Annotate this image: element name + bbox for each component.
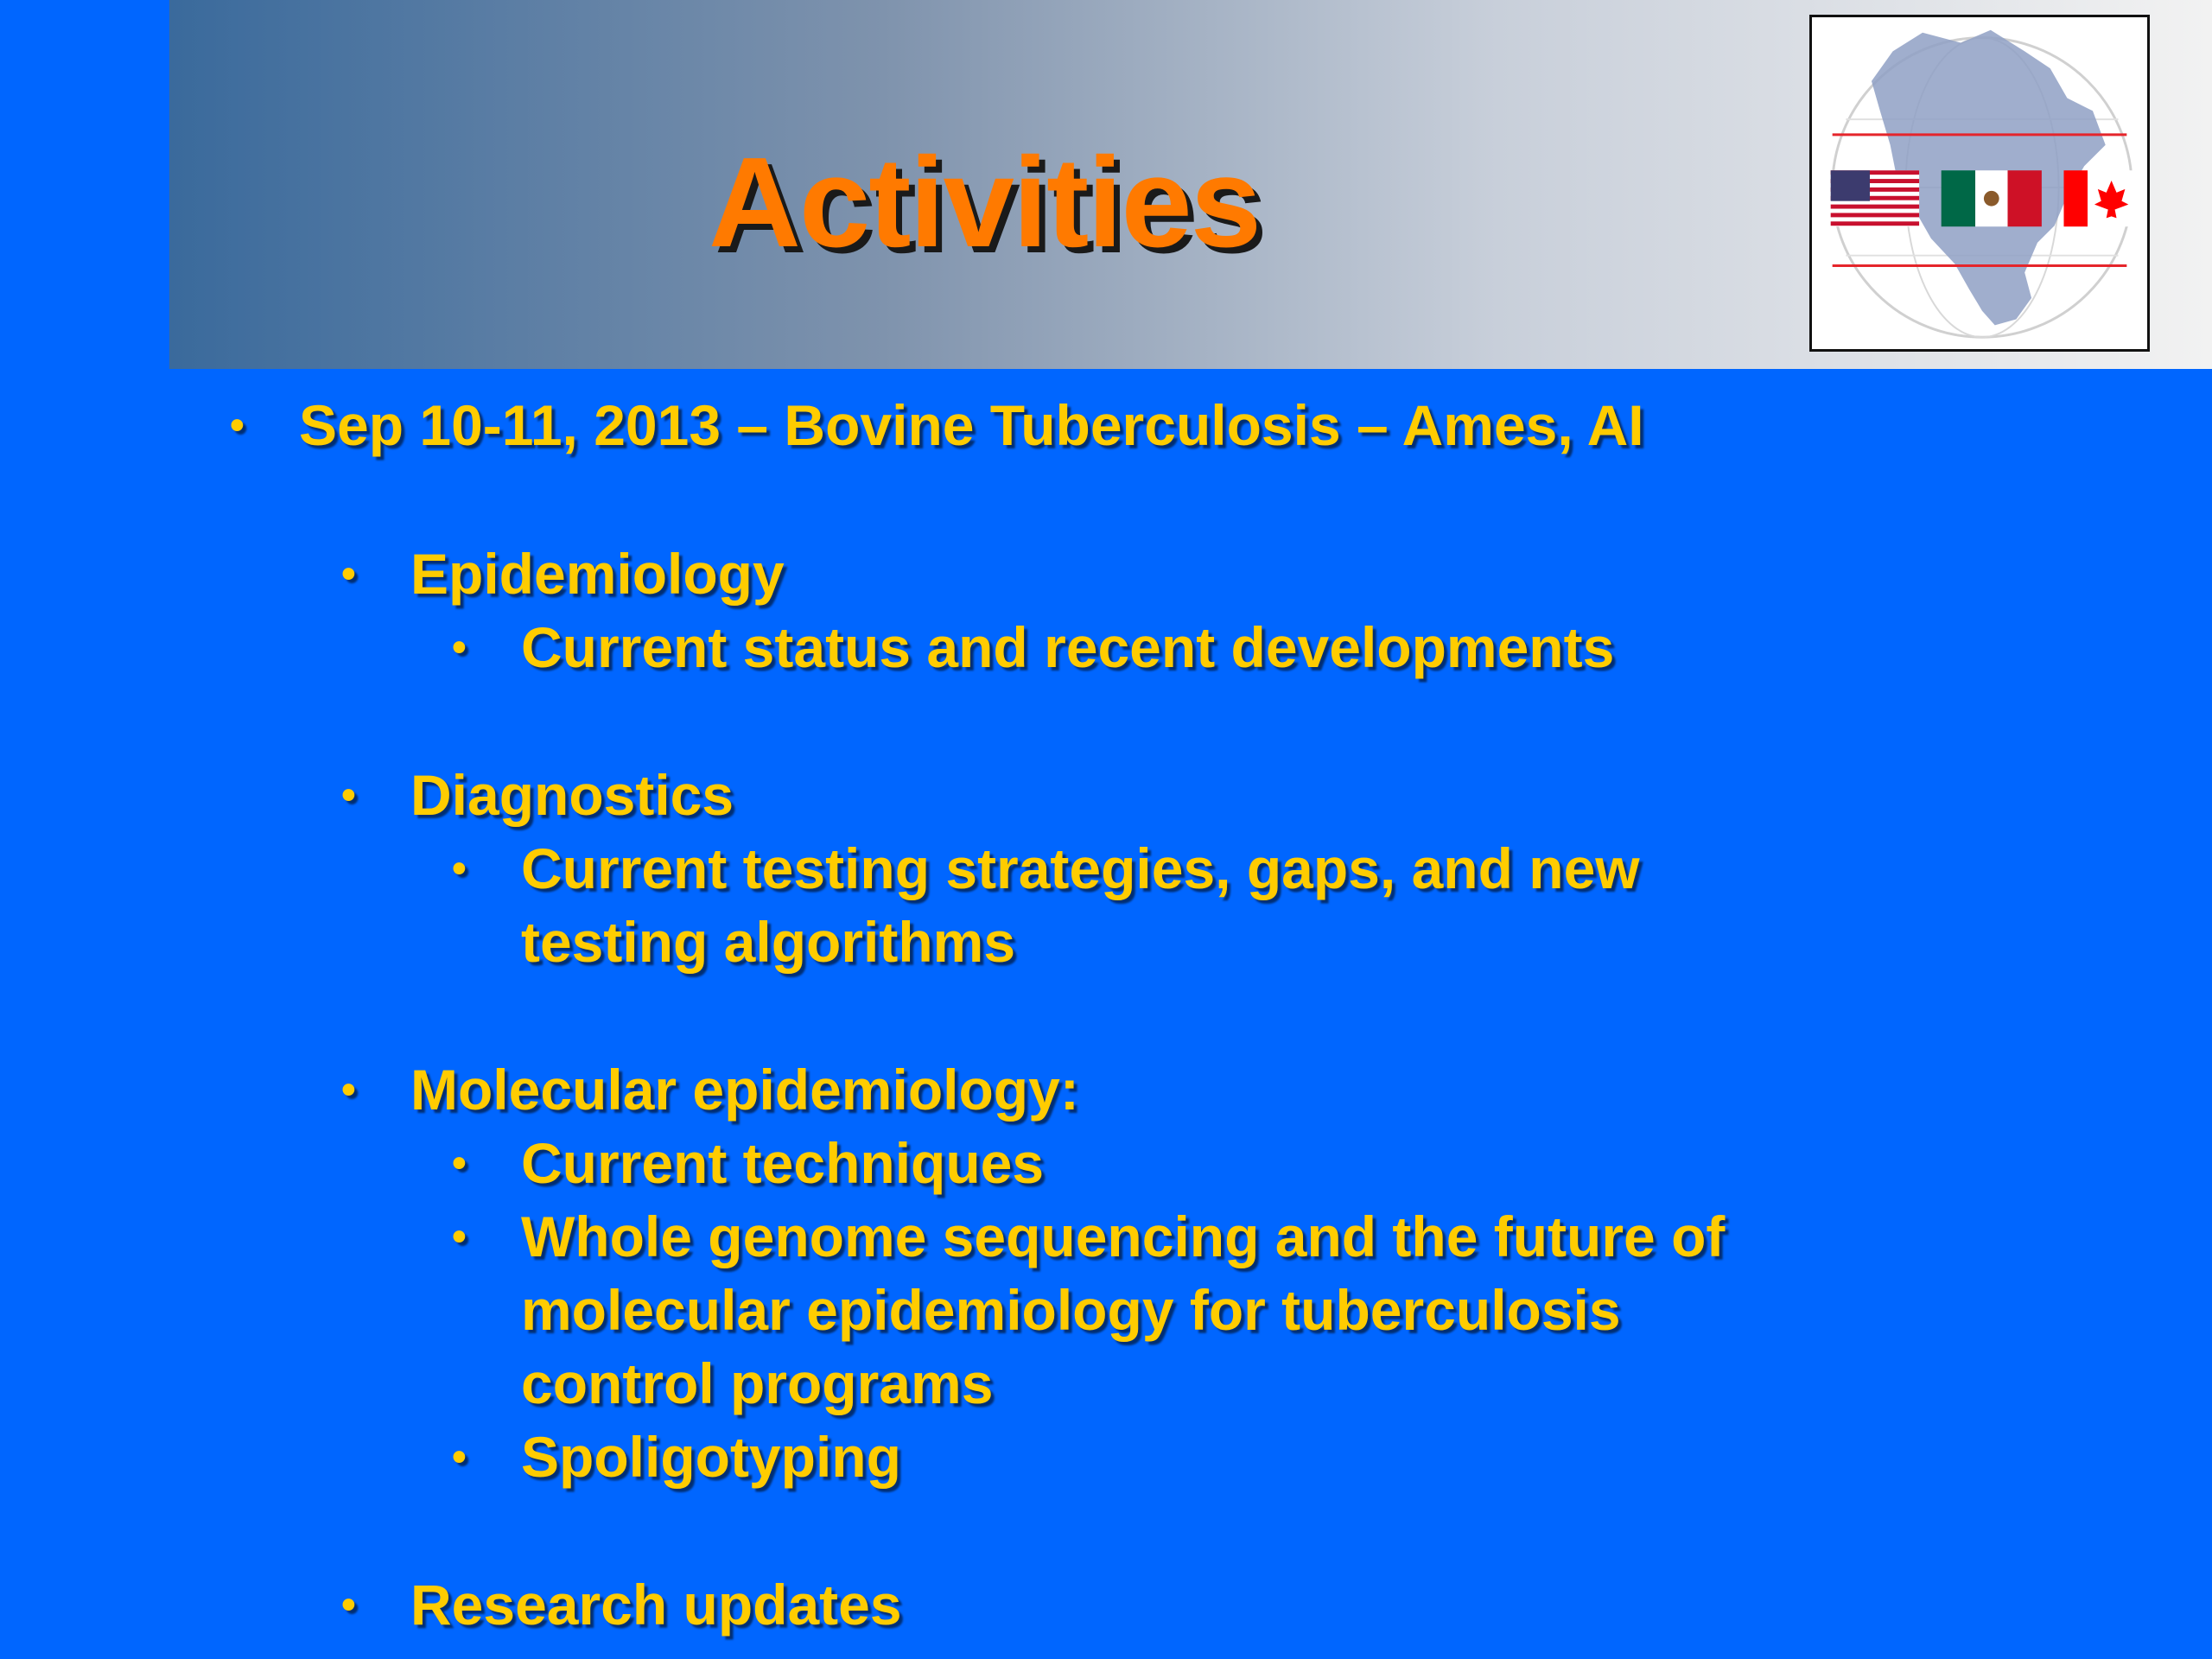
bullet-dot: • bbox=[452, 625, 467, 671]
list-item-text: Epidemiology bbox=[410, 542, 785, 606]
bullet-dot: • bbox=[341, 772, 356, 818]
list-item-text: testing algorithms bbox=[521, 910, 1016, 974]
bullet-dot: • bbox=[230, 403, 245, 448]
bullet-dot: • bbox=[341, 1067, 356, 1113]
list-item-text: molecular epidemiology for tuberculosis bbox=[521, 1278, 1621, 1342]
list-item-text: Current status and recent developments bbox=[521, 615, 1615, 679]
bullet-dot: • bbox=[452, 1214, 467, 1260]
bullet-dot: • bbox=[341, 1582, 356, 1628]
list-item-text: Current techniques bbox=[521, 1131, 1045, 1195]
list-item-text: control programs bbox=[521, 1351, 994, 1415]
list-item-text: Whole genome sequencing and the future of bbox=[521, 1205, 1726, 1268]
list-item-text: Sep 10-11, 2013 – Bovine Tuberculosis – Ames, AI bbox=[299, 393, 1644, 457]
slide-title: Activities bbox=[709, 131, 1261, 274]
list-item-text: Research updates bbox=[410, 1573, 902, 1637]
bullet-dot: • bbox=[452, 846, 467, 892]
list-item-text: Spoligotyping bbox=[521, 1425, 901, 1489]
list-item-text: Diagnostics bbox=[410, 763, 734, 827]
bullet-dot: • bbox=[452, 1434, 467, 1480]
list-item-text: Molecular epidemiology: bbox=[410, 1058, 1079, 1122]
list-item-text: Current testing strategies, gaps, and new bbox=[521, 836, 1640, 900]
bullet-dot: • bbox=[341, 551, 356, 597]
bullet-dot: • bbox=[452, 1141, 467, 1186]
north-america-flags-logo-icon bbox=[1809, 15, 2150, 352]
